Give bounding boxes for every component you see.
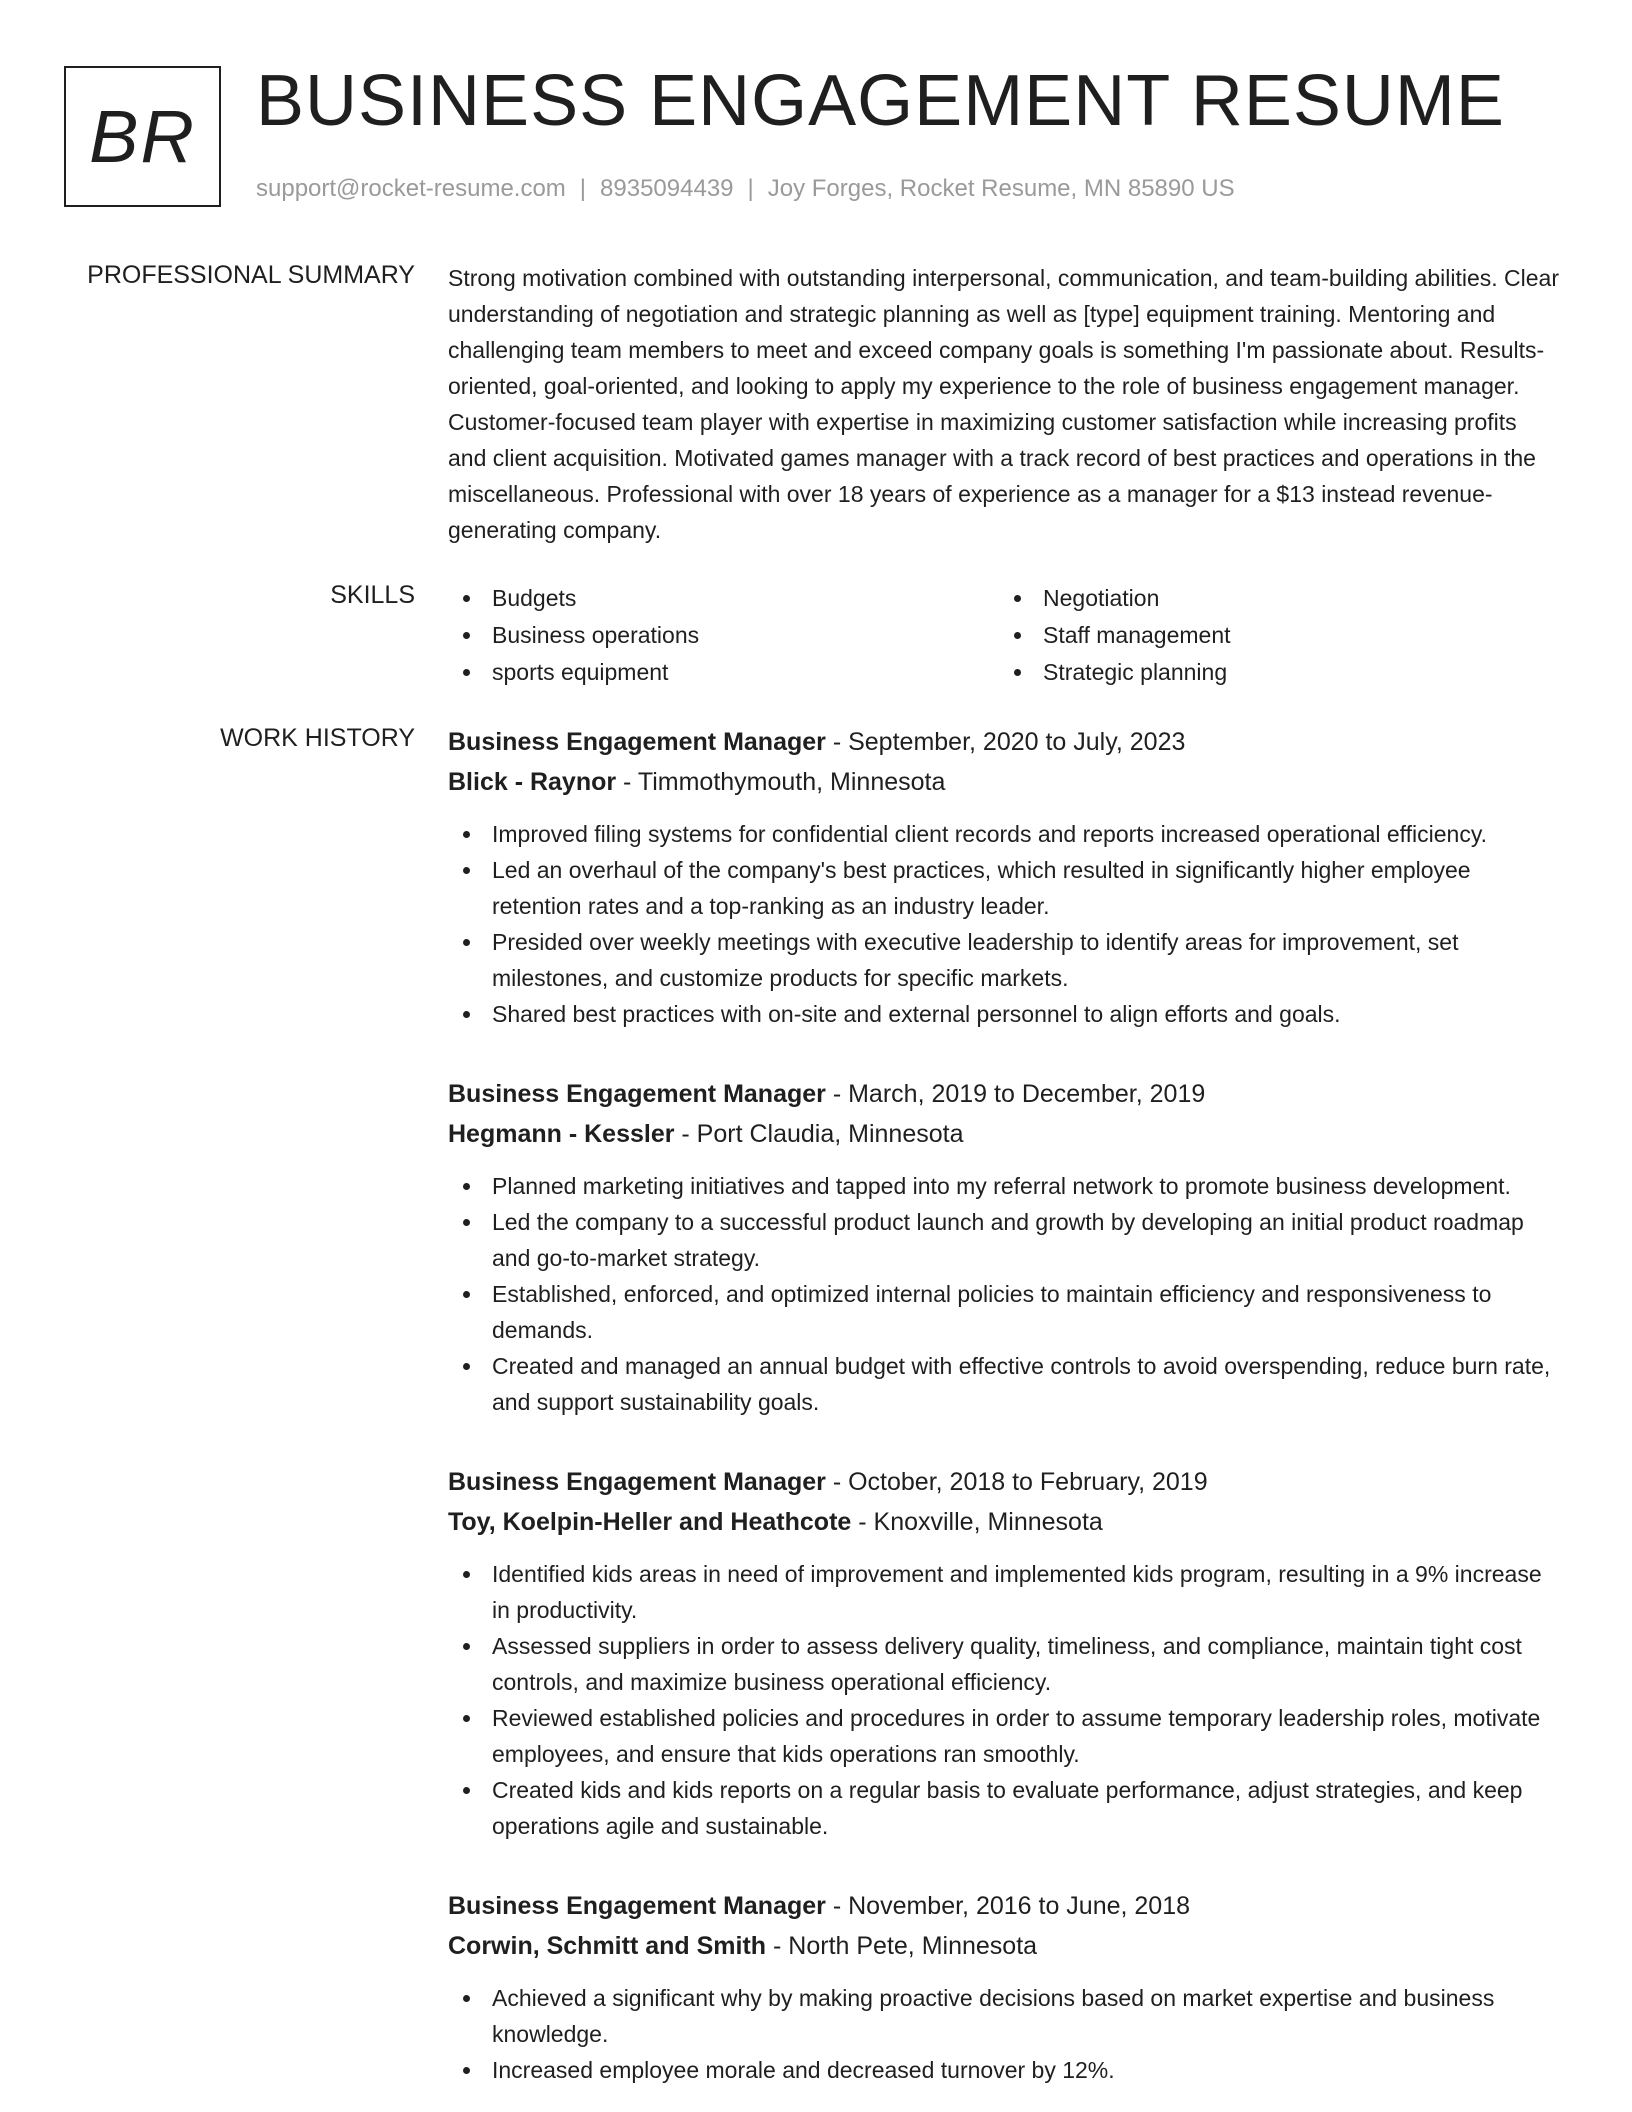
- job-bullet: Improved filing systems for confidential client records and reports increased operational efficiency.: [448, 816, 1560, 852]
- job-location: - North Pete, Minnesota: [766, 1932, 1038, 1960]
- job-entry: [448, 1074, 1560, 1420]
- job-title: Business Engagement Manager: [448, 728, 826, 756]
- skill-item: Negotiation: [999, 580, 1550, 617]
- job-title: Business Engagement Manager: [448, 1892, 826, 1920]
- job-title: Business Engagement Manager: [448, 1080, 826, 1108]
- skill-item: Staff management: [999, 617, 1550, 654]
- job-bullet: Increased employee morale and decreased turnover by 12%.: [448, 2052, 1560, 2088]
- skills-column-left: [448, 580, 999, 691]
- job-bullet: Planned marketing initiatives and tapped into my referral network to promote business development.: [448, 1168, 1560, 1204]
- job-title-line: [448, 1074, 1560, 1114]
- job-company-line: [448, 1926, 1560, 1966]
- contact-address: Joy Forges, Rocket Resume, MN 85890 US: [767, 175, 1235, 202]
- job-bullets: [448, 1168, 1560, 1420]
- job-company: Hegmann - Kessler: [448, 1120, 675, 1148]
- job-bullet: Created kids and kids reports on a regular basis to evaluate performance, adjust strategies, and keep operations agile and sustainable.: [448, 1772, 1560, 1844]
- job-bullets: [448, 1980, 1560, 2088]
- job-dates: - October, 2018 to February, 2019: [825, 1468, 1208, 1496]
- section-label-skills: SKILLS: [330, 581, 415, 609]
- job-bullet: Assessed suppliers in order to assess delivery quality, timeliness, and compliance, maintain tight cost controls, and maximize business operational efficiency.: [448, 1628, 1560, 1700]
- contact-phone: 8935094439: [600, 175, 734, 202]
- job-dates: - November, 2016 to June, 2018: [825, 1892, 1191, 1920]
- job-title-line: [448, 1886, 1560, 1926]
- job-company: Blick - Raynor: [448, 768, 617, 796]
- skills-column-right: [999, 580, 1550, 691]
- monogram-text: BR: [89, 95, 196, 178]
- contact-email: support@rocket-resume.com: [256, 175, 566, 202]
- job-location: - Timmothymouth, Minnesota: [616, 768, 946, 796]
- job-dates: - March, 2019 to December, 2019: [825, 1080, 1206, 1108]
- skill-item: Budgets: [448, 580, 999, 617]
- job-bullet: Led an overhaul of the company's best practices, which resulted in significantly higher employee retention rates and a top-ranking as an industry leader.: [448, 852, 1560, 924]
- monogram-logo: [64, 66, 221, 207]
- contact-separator: |: [747, 175, 754, 202]
- skill-item: Strategic planning: [999, 654, 1550, 691]
- job-dates: - September, 2020 to July, 2023: [825, 728, 1186, 756]
- job-bullets: [448, 1556, 1560, 1844]
- job-company-line: [448, 1502, 1560, 1542]
- job-entry: [448, 1886, 1560, 2088]
- job-title-line: [448, 722, 1560, 762]
- section-label-summary: PROFESSIONAL SUMMARY: [87, 261, 415, 289]
- job-company-line: [448, 1114, 1560, 1154]
- job-entry: [448, 722, 1560, 1032]
- skill-item: Business operations: [448, 617, 999, 654]
- summary-text: Strong motivation combined with outstanding interpersonal, communication, and team-building abilities. Clear understanding of negotiation and strategic planning as well as [type] equipment training. Mentoring and challenging team members to meet and exceed company goals is something I'm passionate about. Results-oriented, goal-oriented, and looking to apply my experience to the role of business engagement manager. Customer-focused team player with expertise in maximizing customer satisfaction while increasing profits and client acquisition. Motivated games manager with a track record of best practices and operations in the miscellaneous. Professional with over 18 years of experience as a manager for a $13 instead revenue-generating company.: [448, 265, 1559, 543]
- job-location: - Port Claudia, Minnesota: [674, 1120, 964, 1148]
- skills-list: [448, 580, 1560, 691]
- job-company: Toy, Koelpin-Heller and Heathcote: [448, 1508, 852, 1536]
- job-bullets: [448, 816, 1560, 1032]
- job-entry: [448, 1462, 1560, 1844]
- job-location: - Knoxville, Minnesota: [851, 1508, 1103, 1536]
- job-title: Business Engagement Manager: [448, 1468, 826, 1496]
- work-history: [448, 722, 1560, 2112]
- job-bullet: Presided over weekly meetings with executive leadership to identify areas for improvement, set milestones, and customize products for specific markets.: [448, 924, 1560, 996]
- job-bullet: Led the company to a successful product launch and growth by developing an initial product roadmap and go-to-market strategy.: [448, 1204, 1560, 1276]
- job-bullet: Reviewed established policies and procedures in order to assume temporary leadership roles, motivate employees, and ensure that kids operations ran smoothly.: [448, 1700, 1560, 1772]
- resume-title: BUSINESS ENGAGEMENT RESUME: [256, 61, 1505, 141]
- job-company-line: [448, 762, 1560, 802]
- section-label-work-history: WORK HISTORY: [220, 724, 415, 752]
- contact-line: [256, 175, 1235, 203]
- job-title-line: [448, 1462, 1560, 1502]
- skill-item: sports equipment: [448, 654, 999, 691]
- job-bullet: Shared best practices with on-site and external personnel to align efforts and goals.: [448, 996, 1560, 1032]
- job-bullet: Established, enforced, and optimized internal policies to maintain efficiency and responsiveness to demands.: [448, 1276, 1560, 1348]
- job-bullet: Created and managed an annual budget with effective controls to avoid overspending, reduce burn rate, and support sustainability goals.: [448, 1348, 1560, 1420]
- job-bullet: Identified kids areas in need of improvement and implemented kids program, resulting in a 9% increase in productivity.: [448, 1556, 1560, 1628]
- job-bullet: Achieved a significant why by making proactive decisions based on market expertise and business knowledge.: [448, 1980, 1560, 2052]
- job-company: Corwin, Schmitt and Smith: [448, 1932, 767, 1960]
- contact-separator: |: [579, 175, 587, 202]
